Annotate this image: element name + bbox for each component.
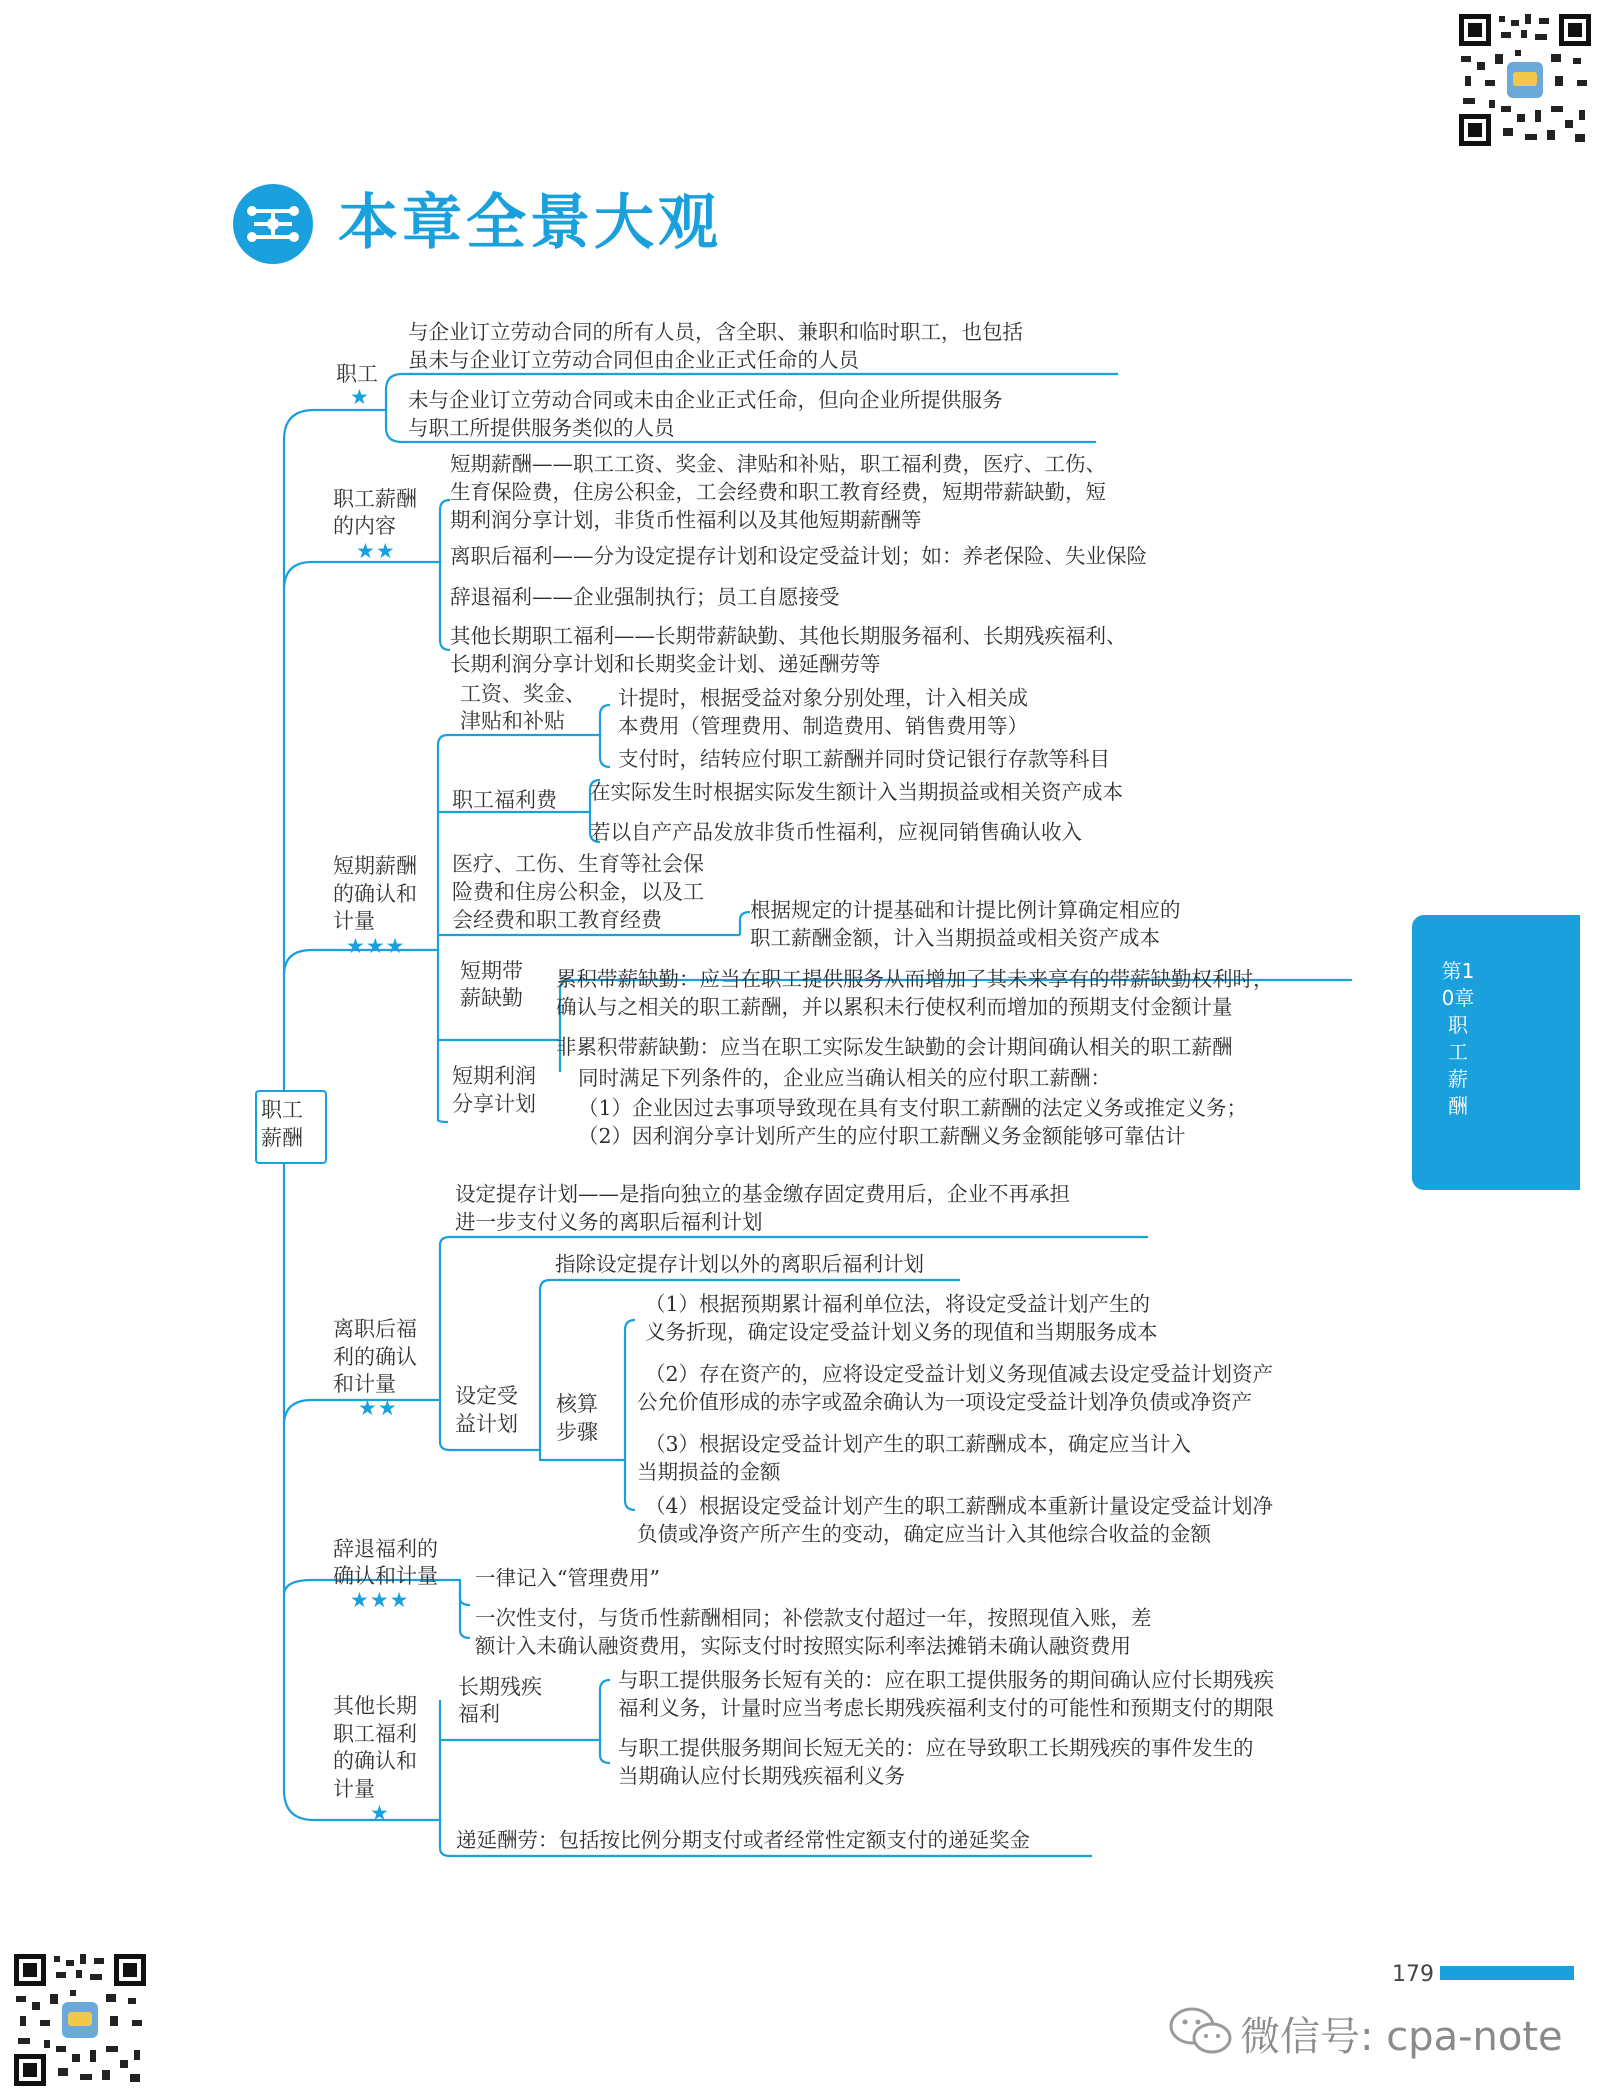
wechat-icon bbox=[1168, 2006, 1234, 2056]
list-item: 一次性支付，与货币性薪酬相同；补偿款支付超过一年，按照现值入账，差 bbox=[475, 1606, 1152, 1630]
list-item: （1）根据预期累计福利单位法，将设定受益计划产生的 bbox=[645, 1292, 1151, 1316]
list-item: 义务折现，确定设定受益计划义务的现值和当期服务成本 bbox=[645, 1320, 1158, 1344]
branch-short-term-label: 短期薪酬 bbox=[333, 854, 417, 878]
branch-employee-label: 职工 bbox=[336, 362, 378, 386]
list-item: 设定提存计划——是指向独立的基金缴存固定费用后，企业不再承担 bbox=[455, 1182, 1070, 1206]
list-item: 离职后福利——分为设定提存计划和设定受益计划；如：养老保险、失业保险 bbox=[450, 544, 1147, 568]
list-item: 进一步支付义务的离职后福利计划 bbox=[455, 1210, 763, 1234]
list-item: （3）根据设定受益计划产生的职工薪酬成本，确定应当计入 bbox=[645, 1432, 1192, 1456]
branch-other-long-term-label: 职工福利 bbox=[333, 1722, 417, 1746]
page-bar bbox=[1440, 1966, 1574, 1980]
list-item: 与职工提供服务期间长短无关的：应在导致职工长期残疾的事件发生的 bbox=[618, 1736, 1254, 1760]
list-item: 本费用（管理费用、制造费用、销售费用等） bbox=[618, 714, 1028, 738]
sub-disability-label: 福利 bbox=[458, 1702, 500, 1726]
branch-short-term-label: 计量 bbox=[333, 909, 375, 933]
list-item: （2）存在资产的，应将设定受益计划义务现值减去设定受益计划资产 bbox=[645, 1362, 1274, 1386]
star-rating: ★★ bbox=[358, 1396, 398, 1420]
chapter-tab-label: 第10章 职工薪酬 bbox=[1441, 959, 1475, 1118]
sub-wages-label: 津贴和补贴 bbox=[460, 709, 565, 733]
star-rating: ★★ bbox=[356, 539, 396, 563]
list-item: 福利义务，计量时应当考虑长期残疾福利支付的可能性和预期支付的期限 bbox=[618, 1696, 1274, 1720]
list-item: 一律记入“管理费用” bbox=[475, 1566, 660, 1590]
list-item: 计提时，根据受益对象分别处理，计入相关成 bbox=[618, 686, 1028, 710]
sub-welfare-label: 职工福利费 bbox=[452, 788, 557, 812]
list-item: 与职工提供服务长短有关的：应在职工提供服务的期间确认应付长期残疾 bbox=[618, 1668, 1274, 1692]
list-item: 指除设定提存计划以外的离职后福利计划 bbox=[555, 1252, 924, 1276]
sub-disability-label: 长期残疾 bbox=[458, 1675, 542, 1699]
branch-other-long-term-label: 其他长期 bbox=[333, 1694, 417, 1718]
branch-other-long-term-label: 计量 bbox=[333, 1777, 375, 1801]
sub-paid-absence-label: 薪缺勤 bbox=[460, 986, 523, 1010]
sub-defined-benefit-label: 益计划 bbox=[455, 1412, 518, 1436]
list-item: 短期薪酬——职工工资、奖金、津贴和补贴，职工福利费，医疗、工伤、 bbox=[450, 452, 1106, 476]
list-item: 当期损益的金额 bbox=[637, 1460, 781, 1484]
branch-content-label: 职工薪酬 bbox=[333, 487, 417, 511]
list-item: 长期利润分享计划和长期奖金计划、递延酬劳等 bbox=[450, 652, 881, 676]
branch-content-label: 的内容 bbox=[333, 514, 396, 538]
list-item: 非累积带薪缺勤：应当在职工实际发生缺勤的会计期间确认相关的职工薪酬 bbox=[556, 1035, 1233, 1059]
branch-post-employment-label: 利的确认 bbox=[333, 1345, 417, 1369]
list-item: 其他长期职工福利——长期带薪缺勤、其他长期服务福利、长期残疾福利、 bbox=[450, 624, 1127, 648]
sub-paid-absence-label: 短期带 bbox=[460, 959, 523, 983]
list-item: 生育保险费，住房公积金，工会经费和职工教育经费，短期带薪缺勤，短 bbox=[450, 480, 1106, 504]
list-item: （4）根据设定受益计划产生的职工薪酬成本重新计量设定受益计划净 bbox=[645, 1494, 1274, 1518]
star-rating: ★ bbox=[370, 1801, 390, 1825]
watermark: 微信号: cpa-note bbox=[1240, 2014, 1563, 2060]
star-rating: ★★★ bbox=[350, 1588, 410, 1612]
sub-profit-sharing-label: 分享计划 bbox=[452, 1092, 536, 1116]
list-item: 在实际发生时根据实际发生额计入当期损益或相关资产成本 bbox=[590, 780, 1123, 804]
list-item: （1）企业因过去事项导致现在具有支付职工薪酬的法定义务或推定义务； bbox=[578, 1096, 1248, 1120]
list-item: 额计入未确认融资费用，实际支付时按照实际利率法摊销未确认融资费用 bbox=[475, 1634, 1131, 1658]
list-item: 确认与之相关的职工薪酬，并以累积未行使权利而增加的预期支付金额计量 bbox=[556, 995, 1233, 1019]
list-item: 同时满足下列条件的，企业应当确认相关的应付职工薪酬： bbox=[578, 1066, 1111, 1090]
list-item: 公允价值形成的赤字或盈余确认为一项设定受益计划净负债或净资产 bbox=[637, 1390, 1252, 1414]
branch-post-employment-label: 和计量 bbox=[333, 1372, 396, 1396]
list-item: 期利润分享计划，非货币性福利以及其他短期薪酬等 bbox=[450, 508, 922, 532]
list-item: 负债或净资产所产生的变动，确定应当计入其他综合收益的金额 bbox=[637, 1522, 1211, 1546]
list-item: 辞退福利——企业强制执行；员工自愿接受 bbox=[450, 585, 840, 609]
list-item: 未与企业订立劳动合同或未由企业正式任命，但向企业所提供服务 bbox=[408, 388, 1003, 412]
branch-post-employment-label: 离职后福 bbox=[333, 1317, 417, 1341]
steps-label: 核算 bbox=[556, 1392, 598, 1416]
list-item: 与职工所提供服务类似的人员 bbox=[408, 416, 675, 440]
sub-defined-benefit-label: 设定受 bbox=[455, 1384, 518, 1408]
branch-short-term-label: 的确认和 bbox=[333, 882, 417, 906]
list-item: 递延酬劳：包括按比例分期支付或者经常性定额支付的递延奖金 bbox=[456, 1828, 1030, 1852]
sub-insurance-label: 医疗、工伤、生育等社会保 bbox=[452, 852, 704, 876]
root-node: 职工薪酬 bbox=[255, 1090, 327, 1164]
list-item: 累积带薪缺勤：应当在职工提供服务从而增加了其未来享有的带薪缺勤权利时， bbox=[556, 967, 1274, 991]
list-item: 支付时，结转应付职工薪酬并同时贷记银行存款等科目 bbox=[618, 747, 1110, 771]
sub-insurance-label: 险费和住房公积金，以及工 bbox=[452, 880, 704, 904]
sub-insurance-label: 会经费和职工教育经费 bbox=[452, 908, 662, 932]
list-item: （2）因利润分享计划所产生的应付职工薪酬义务金额能够可靠估计 bbox=[578, 1124, 1186, 1148]
sub-profit-sharing-label: 短期利润 bbox=[452, 1064, 536, 1088]
list-item: 根据规定的计提基础和计提比例计算确定相应的 bbox=[750, 898, 1181, 922]
list-item: 与企业订立劳动合同的所有人员，含全职、兼职和临时职工，也包括 bbox=[408, 320, 1023, 344]
list-item: 当期确认应付长期残疾福利义务 bbox=[618, 1764, 905, 1788]
branch-other-long-term-label: 的确认和 bbox=[333, 1749, 417, 1773]
sub-wages-label: 工资、奖金、 bbox=[460, 682, 586, 706]
branch-termination-label: 确认和计量 bbox=[333, 1564, 438, 1588]
star-rating: ★ bbox=[350, 385, 370, 409]
branch-termination-label: 辞退福利的 bbox=[333, 1537, 438, 1561]
list-item: 职工薪酬金额，计入当期损益或相关资产成本 bbox=[750, 926, 1160, 950]
list-item: 若以自产产品发放非货币性福利，应视同销售确认收入 bbox=[590, 820, 1082, 844]
page-number: 179 bbox=[1392, 1962, 1434, 1987]
list-item: 虽未与企业订立劳动合同但由企业正式任命的人员 bbox=[408, 348, 859, 372]
steps-label: 步骤 bbox=[556, 1420, 598, 1444]
page-title: 本章全景大观 bbox=[338, 188, 722, 258]
star-rating: ★★★ bbox=[346, 934, 406, 958]
